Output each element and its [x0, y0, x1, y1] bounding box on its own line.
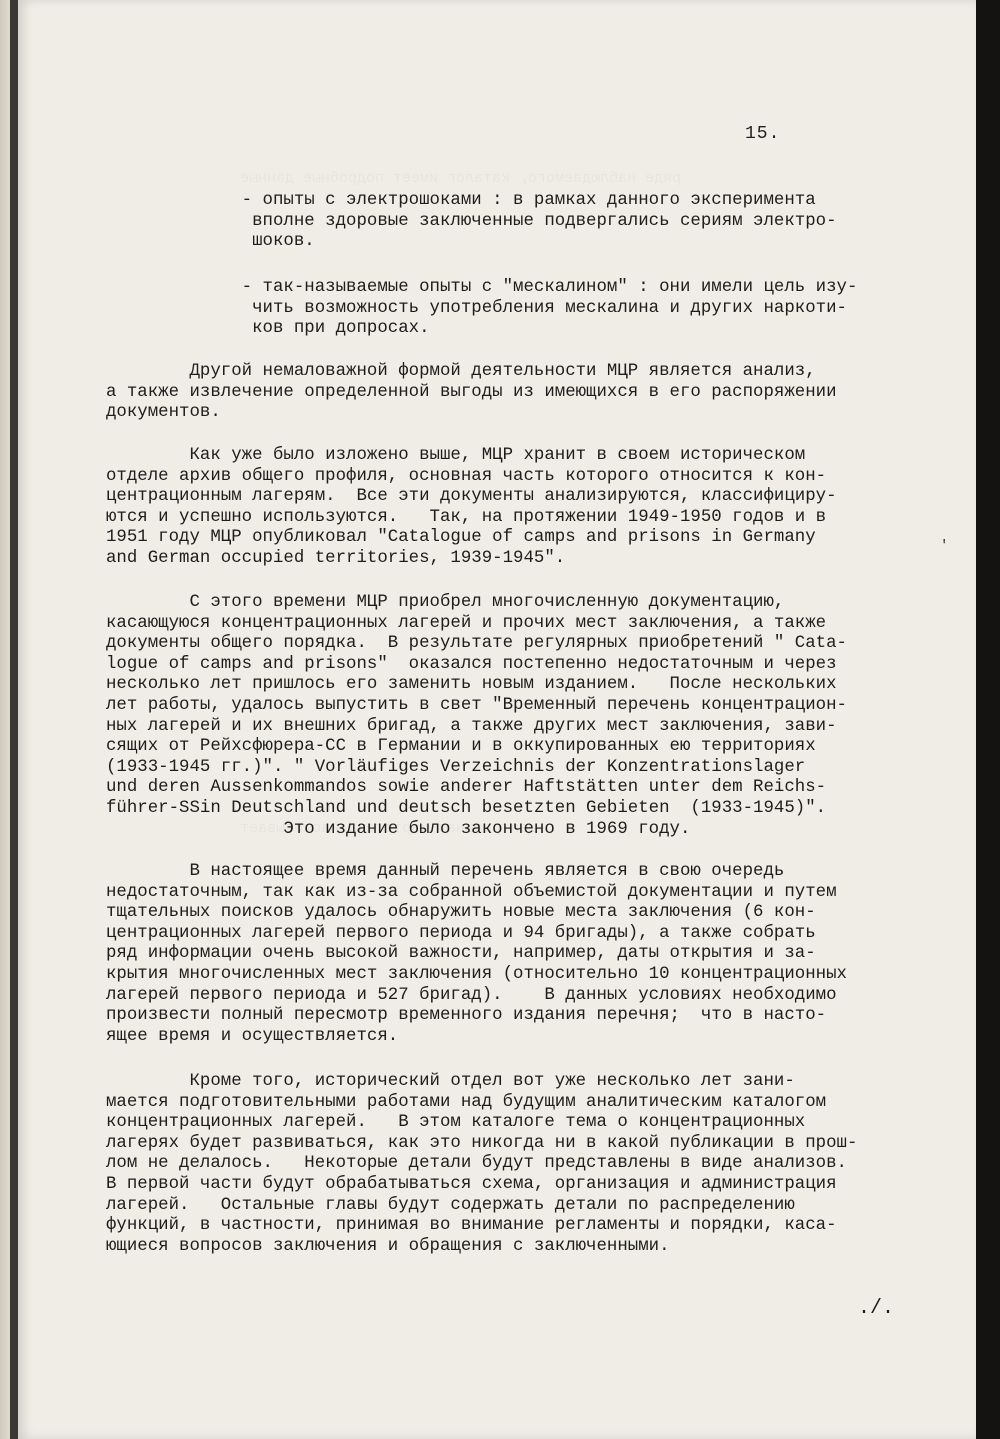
page-gutter-shadow	[10, 0, 18, 1439]
text-line: Как уже было изложено выше, МЦР хранит в своем историческом	[106, 446, 806, 465]
text-line: - опыты с электрошоками : в рамках данного эксперимента	[106, 191, 816, 210]
text-line: ряд информации очень высокой важности, например, даты открытия и за-	[106, 944, 816, 964]
text-line: функций, в частности, принимая во внимание регламенты и порядки, каса-	[106, 1216, 837, 1236]
text-line: Другой немаловажной формой деятельности МЦР является анализ,	[106, 362, 816, 381]
text-line: ящее время и осуществляется.	[106, 1026, 399, 1046]
text-line: logue of camps and prisons" оказался постепенно недостаточным и через	[106, 654, 837, 674]
text-line: (1933-1945 гг.)". " Vorläufiges Verzeichnis der Konzentrationslager	[106, 757, 806, 777]
paragraph-current-list	[106, 862, 936, 1047]
paragraph-analysis	[106, 362, 936, 424]
text-line: лом не делалось. Некоторые детали будут представлены в виде анализов.	[106, 1154, 847, 1174]
page-number: 15.	[745, 124, 781, 144]
text-line: несколько лет пришлось его заменить новым изданием. После нескольких	[106, 675, 837, 695]
text-line: ных лагерей и их внешних бригад, а также других мест заключения, зави-	[106, 716, 837, 736]
paragraph-analytical-catalogue	[106, 1072, 936, 1257]
bleed-through-text	[240, 170, 681, 187]
text-line: крытия многочисленных мест заключения (относительно 10 концентрационных	[106, 964, 847, 984]
text-line: документы общего порядка. В результате регулярных приобретений " Cata-	[106, 634, 847, 654]
text-line: отделе архив общего профиля, основная часть которого относится к кон-	[106, 466, 827, 486]
text-line: шоков.	[106, 232, 315, 252]
paragraph-archive	[106, 446, 936, 570]
text-line: лагерей. Остальные главы будут содержать детали по распределению	[106, 1195, 795, 1215]
paragraph-documentation	[106, 593, 936, 840]
text-line: and German occupied territories, 1939-1945".	[106, 548, 566, 568]
text-line: касающуюся концентрационных лагерей и прочих мест заключения, а также	[106, 613, 827, 633]
text-line: ются и успешно используются. Так, на протяжении 1949-1950 годов и в	[106, 507, 827, 527]
margin-mark: '	[940, 538, 949, 554]
text-line: ющиеся вопросов заключения и обращения с заключенными.	[106, 1236, 670, 1256]
continuation-mark: ./.	[858, 1297, 895, 1320]
text-line: лет работы, удалось выпустить в свет "Временный перечень концентрацион-	[106, 695, 847, 715]
text-line: концентрационных лагерей. В этом каталоге тема о концентрационных	[106, 1113, 806, 1133]
text-line: документов.	[106, 403, 221, 423]
text-line: Это издание было закончено в 1969 году.	[106, 819, 691, 839]
text-line: 1951 году МЦР опубликовал "Catalogue of camps and prisons in Germany	[106, 528, 816, 548]
text-line: вполне здоровые заключенные подвергались сериям электро-	[106, 211, 837, 231]
text-line: С этого времени МЦР приобрел многочисленную документацию,	[106, 593, 785, 612]
text-line: мается подготовительными работами над будущим аналитическим каталогом	[106, 1092, 827, 1112]
scan-background-right	[976, 0, 1000, 1439]
text-line: недостаточным, так как из-за собранной объемистой документации и путем	[106, 882, 837, 902]
text-line: Кроме того, исторический отдел вот уже несколько лет зани-	[106, 1072, 795, 1091]
text-line: центрационных лагерей первого периода и 94 бригады), а также собрать	[106, 923, 816, 943]
text-line: - так-называемые опыты с "мескалином" : они имели цель изу-	[106, 278, 858, 297]
text-line: а также извлечение определенной выгоды из имеющихся в его распоряжении	[106, 382, 837, 402]
text-line: ков при допросах.	[106, 319, 430, 339]
text-line: führer-SSin Deutschland und deutsch besetzten Gebieten (1933-1945)".	[106, 798, 827, 818]
text-line: произвести полный пересмотр временного издания перечня; что в насто-	[106, 1006, 827, 1026]
text-line: лагерях будет развиваться, как это никогда ни в какой публикации в прош-	[106, 1133, 858, 1153]
text-line: В первой части будут обрабатываться схема, организация и администрация	[106, 1174, 837, 1194]
paragraph-electroshock	[106, 191, 936, 253]
paragraph-mescaline	[106, 278, 936, 340]
text-line: В настоящее время данный перечень является в свою очередь	[106, 862, 785, 881]
text-line: центрационным лагерям. Все эти документы анализируются, классифициру-	[106, 487, 837, 507]
text-line: und deren Aussenkommandos sowie anderer Haftstätten unter dem Reichs-	[106, 778, 827, 798]
text-line: чить возможность употребления мескалина и других наркоти-	[106, 298, 847, 318]
text-line: лагерей первого периода и 527 бригад). В данных условиях необходимо	[106, 985, 837, 1005]
text-line: тщательных поисков удалось обнаружить новые места заключения (6 кон-	[106, 903, 816, 923]
text-line: сящих от Рейхсфюрера-СС в Германии и в оккупированных ею территориях	[106, 737, 816, 757]
